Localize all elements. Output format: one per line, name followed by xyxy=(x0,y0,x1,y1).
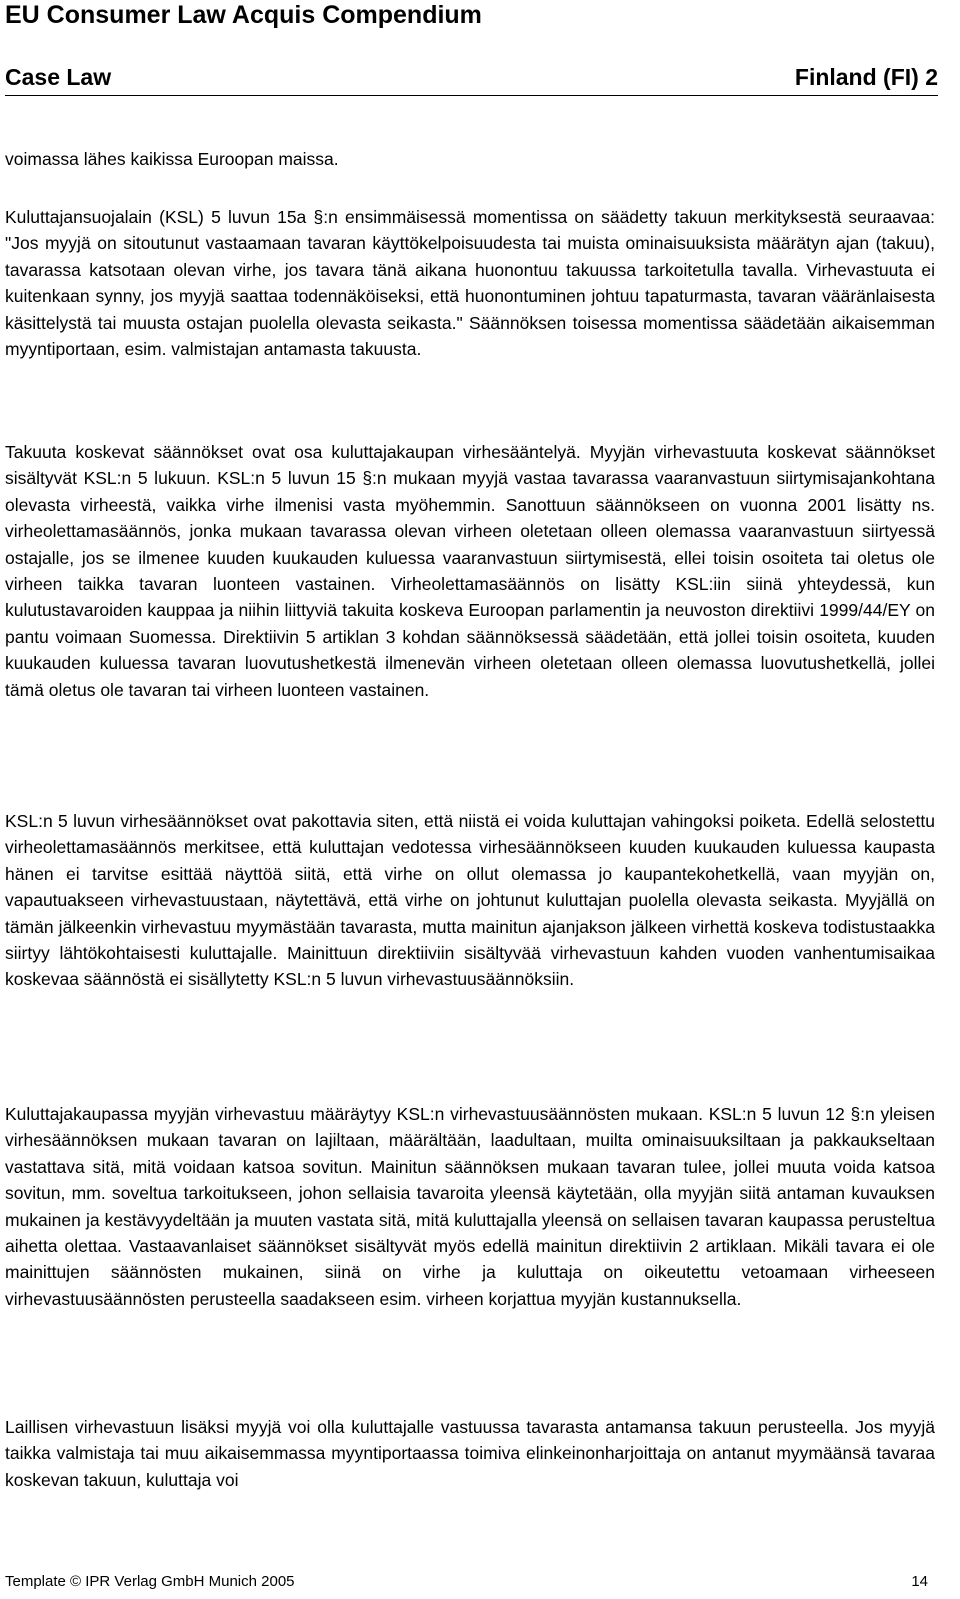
paragraph-3-block xyxy=(5,439,935,703)
document-title: EU Consumer Law Acquis Compendium xyxy=(5,1,482,29)
footer-copyright: Template © IPR Verlag GmbH Munich 2005 xyxy=(5,1573,295,1590)
paragraph: Takuuta koskevat säännökset ovat osa kuluttajakaupan virhesääntelyä. Myyjän virhevastuuta koskevat säännökset sisältyvät KSL:n 5 lukuun. KSL:n 5 luvun 15 §:n mukaan myyjä vastaa tavarassa vaaranvastuun siirtymisajankohtana olevasta virheestä, vaikka virhe ilmenisi vasta myöhemmin. Sanottuun säännökseen on vuonna 2001 lisätty ns. virheolettamasäännös, jonka mukaan tavarassa olevan virheen oletetaan olleen olemassa vaaranvastuun siirtyessä ostajalle, jos se ilmenee kuuden kuukauden kuluessa vaaranvastuun siirtymisestä, ellei toisin osoiteta tai oletus ole virheen taikka tavaran luonteen vastainen. Virheolettamasäännös on lisätty KSL:iin siinä yhteydessä, kun kulutustavaroiden kauppaa ja niihin liittyviä takuita koskeva Euroopan parlamentin ja neuvoston direktiivi 1999/44/EY on pantu voimaan Suomessa. Direktiivin 5 artiklan 3 kohdan säännöksessä säädetään, että jollei toisin osoiteta, kuuden kuukauden kuluessa tavaran luovutushetkestä ilmenevän virheen oletetaan olleen olemassa luovutushetkellä, jollei tämä oletus ole tavaran tai virheen luonteen vastainen. xyxy=(5,442,935,700)
paragraph: voimassa lähes kaikissa Euroopan maissa. xyxy=(5,149,339,169)
paragraph-5-block xyxy=(5,1101,935,1312)
paragraph: Kuluttajakaupassa myyjän virhevastuu määräytyy KSL:n virhevastuusäännösten mukaan. KSL:n 5 luvun 12 §:n yleisen virhesäännöksen mukaan tavaran on lajiltaan, määrältään, laadultaan, muilta ominaisuuksiltaan ja pakkaukseltaan vastattava sitä, mitä voidaan katsoa sovitun. Mainitun säännöksen mukaan tavaran tulee, jollei muuta voida katsoa sovitun, mm. soveltua tarkoitukseen, johon sellaisia tavaroita yleensä käytetään, olla myyjän siitä antaman kuvauksen mukainen ja kestävyydeltään ja muuten vastata sitä, mitä kuluttajalla yleensä on sellaisen tavaran kaupassa perusteltua aihetta olettaa. Vastaavanlaiset säännökset sisältyvät myös edellä mainitun direktiivin 2 artiklaan. Mikäli tavara ei ole mainittujen säännösten mukainen, siinä on virhe ja kuluttaja on oikeutettu vetoamaan virheeseen virhevastuusäännösten perusteella saadakseen esim. virheen korjattua myyjän kustannuksella. xyxy=(5,1104,935,1309)
paragraph: Kuluttajansuojalain (KSL) 5 luvun 15a §:n ensimmäisessä momentissa on säädetty takuun merkityksestä seuraavaa: "Jos myyjä on sitoutunut vastaamaan tavaran käyttökelpoisuudesta tai muista ominaisuuksista määrätyn ajan (takuu), tavarassa katsotaan olevan virhe, jos tavara tänä aikana huonontuu takuussa tarkoitetulla tavalla. Virhevastuuta ei kuitenkaan synny, jos myyjä saattaa todennäköiseksi, että huonontuminen johtuu tapaturmasta, tavaran vääränlaisesta käsittelystä tai muusta ostajan puolella olevasta seikasta." Säännöksen toisessa momentissa säädetään aikaisemman myyntiportaan, esim. valmistajan antamasta takuusta. xyxy=(5,207,935,360)
header-divider xyxy=(5,95,938,96)
paragraph: Laillisen virhevastuun lisäksi myyjä voi olla kuluttajalle vastuussa tavarasta antamansa takuun perusteella. Jos myyjä taikka valmistaja tai muu aikaisemmassa myyntiportaassa toimiva elinkeinonharjoittaja on antanut myymäänsä tavaraa koskevan takuun, kuluttaja voi xyxy=(5,1417,935,1490)
paragraph-1-block xyxy=(5,146,935,172)
paragraph-2-block xyxy=(5,204,935,362)
section-title: Case Law xyxy=(5,64,112,90)
paragraph-6-block xyxy=(5,1414,935,1493)
paragraph: KSL:n 5 luvun virhesäännökset ovat pakottavia siten, että niistä ei voida kuluttajan vahingoksi poiketa. Edellä selostettu virheolettamasäännös merkitsee, että kuluttajan vedotessa virhesäännökseen kuuden kuukauden kuluessa kaupasta hänen ei tarvitse esittää näyttöä siitä, että virhe on ollut olemassa jo kaupantekohetkellä, vaan myyjän on, vapautuakseen virhevastuustaan, näytettävä, että virhe on johtunut kuluttajan puolella olevasta seikasta. Myyjällä on tämän jälkeenkin virhevastuu myymästään tavarasta, mutta mainitun ajanjakson jälkeen virhettä koskeva todistustaakka siirtyy lähtökohtaisesti kuluttajalle. Mainittuun direktiiviin sisältyvää virhevastuun kahden vuoden vanhentumisaikaa koskevaa säännöstä ei sisällytetty KSL:n 5 luvun virhevastuusäännöksiin. xyxy=(5,811,935,990)
section-header xyxy=(5,62,938,92)
country-page-label: Finland (FI) 2 xyxy=(794,64,938,90)
paragraph-4-block xyxy=(5,808,935,993)
footer-page-number: 14 xyxy=(911,1573,928,1590)
